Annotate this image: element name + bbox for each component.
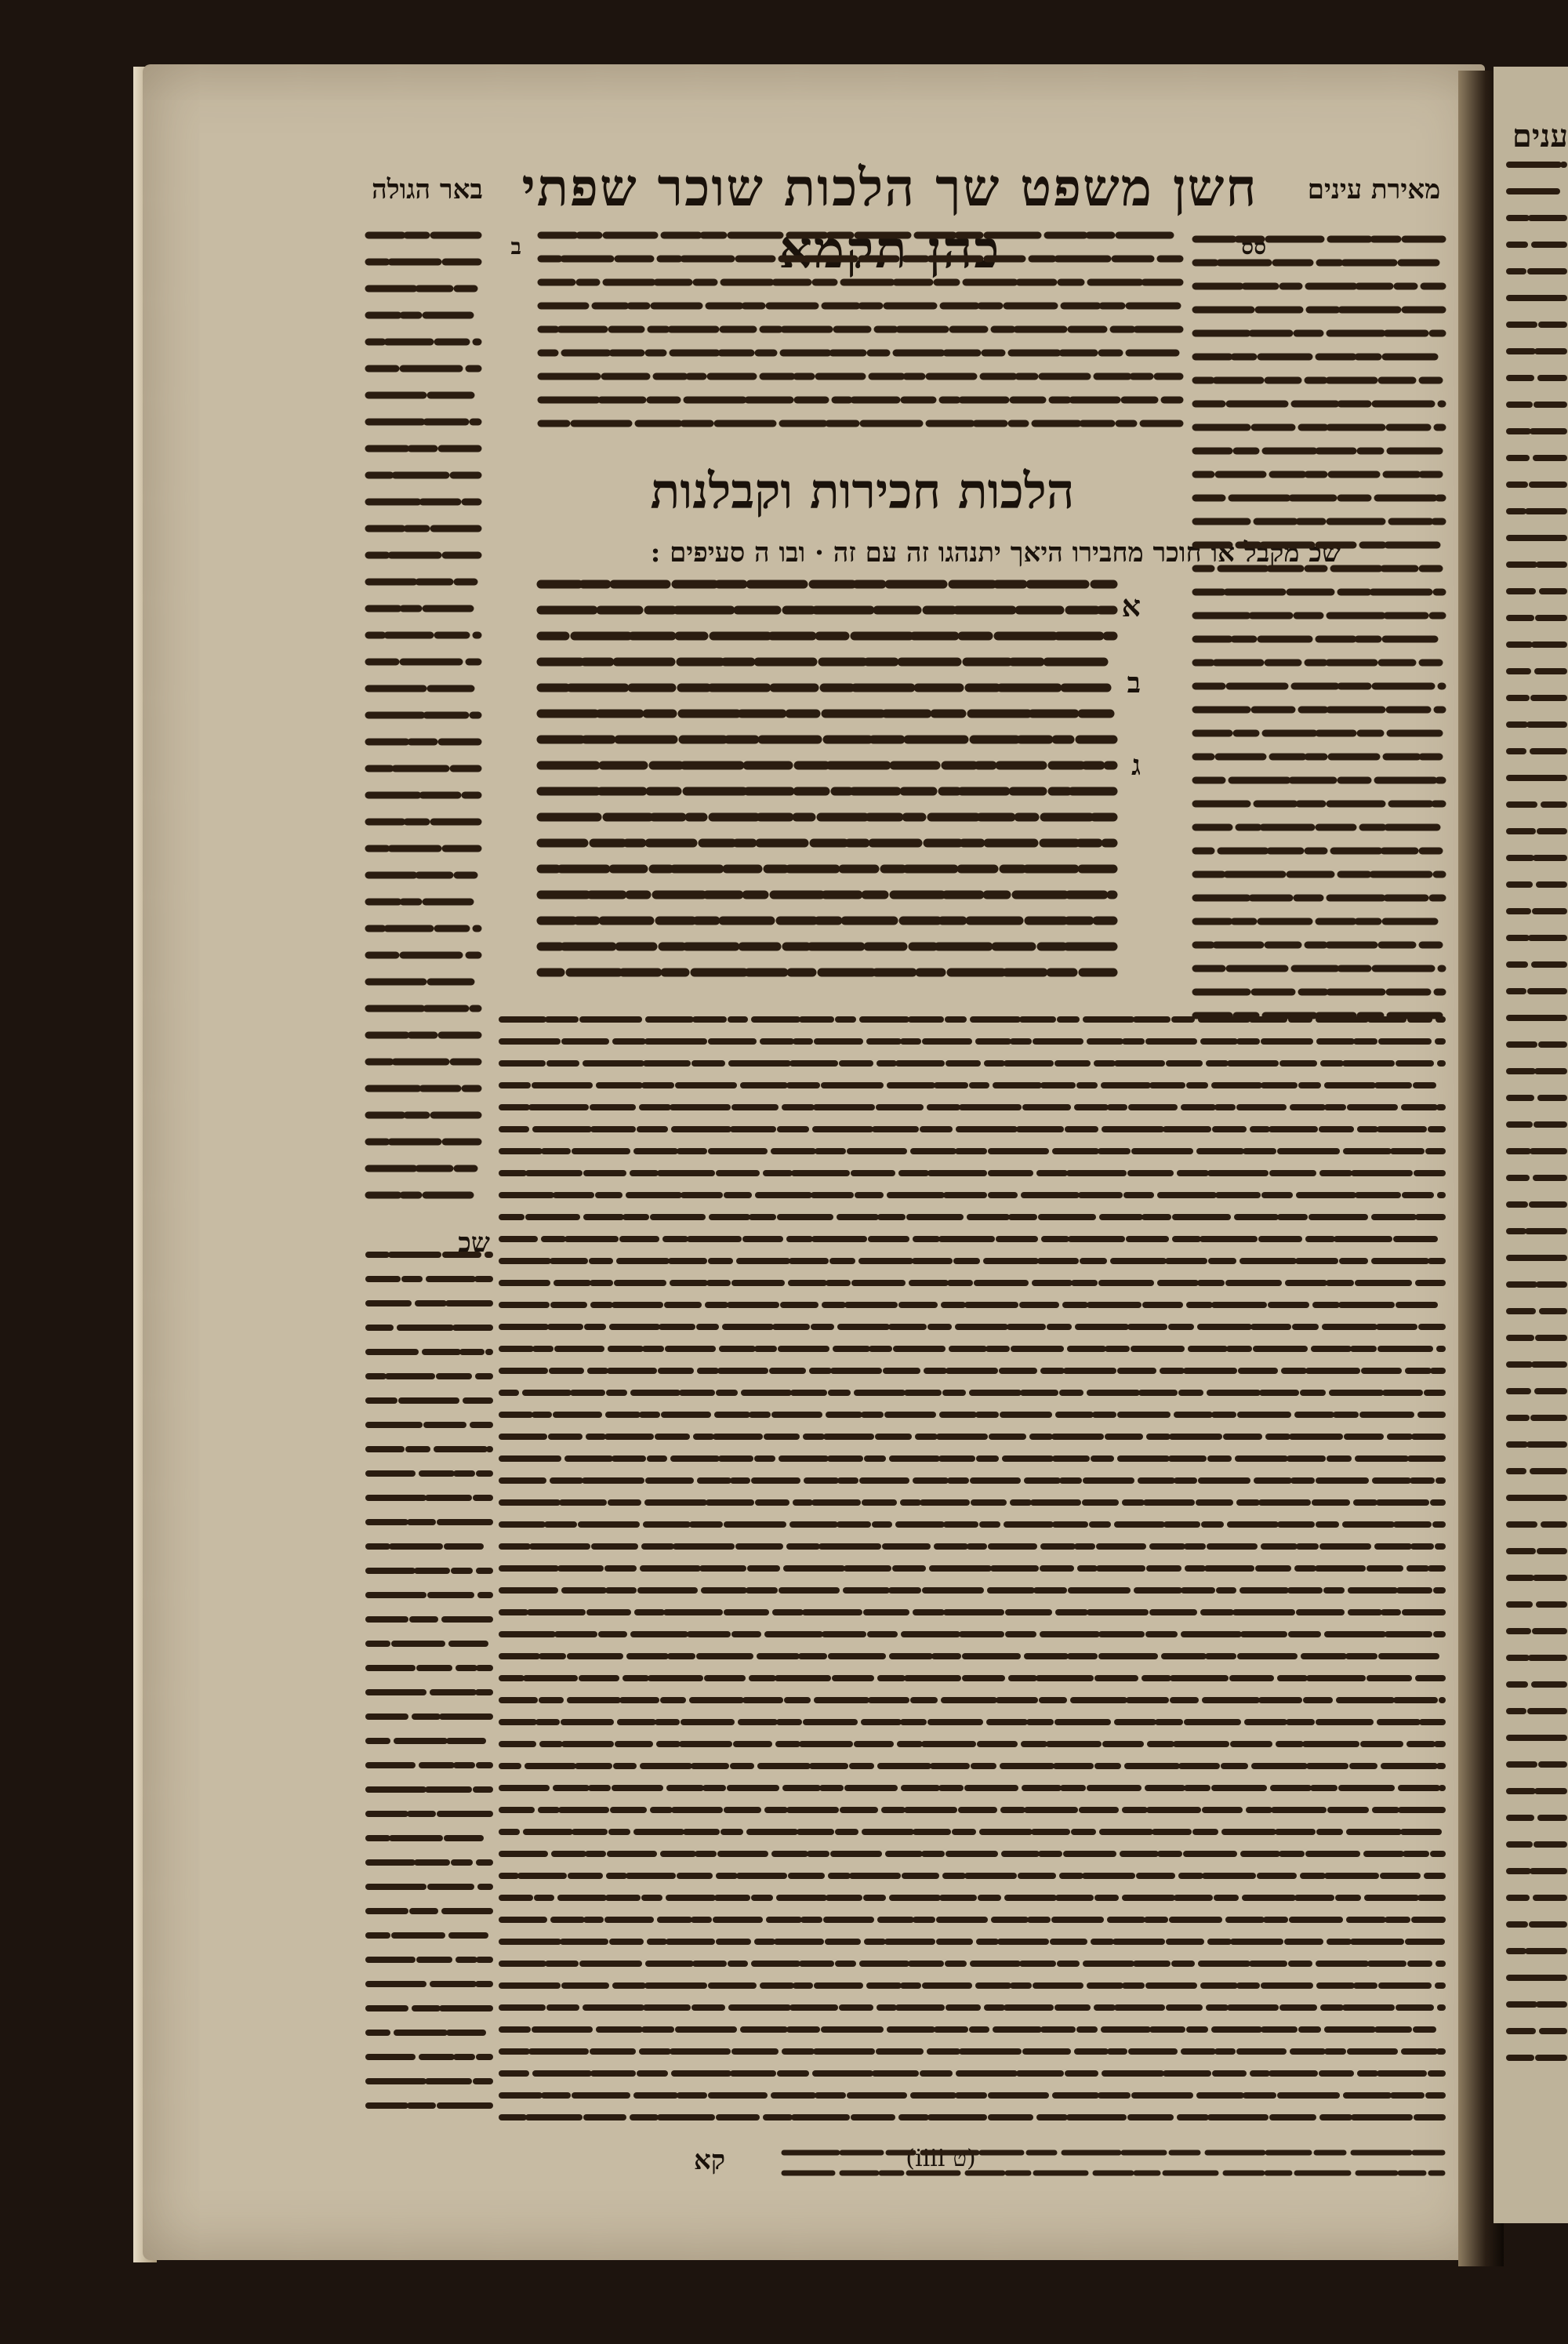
siman-left-margin: שכ <box>458 1227 490 1259</box>
running-header-title: חשן משפט שך הלכות שוכר שפתי כהן תקמא <box>521 157 1258 280</box>
running-header-left-label: מאירת עינים <box>1307 174 1441 205</box>
running-header-right-label: באר הגולה <box>372 174 483 205</box>
seif-gimel-marker: ג <box>1131 749 1141 782</box>
siman-description: מקבל או חוכר מחבירו היאך יתנהגו זה עם זה · ובו ה סעיפים : <box>650 537 1300 569</box>
book-page <box>143 64 1485 2260</box>
facing-page-edge <box>1494 67 1568 2223</box>
seif-bet-marker: ב <box>1127 667 1141 700</box>
section-title: הלכות חכירות וקבלנות <box>650 463 1075 520</box>
seif-alef-marker: א <box>1121 588 1141 623</box>
folio-number: קא <box>693 2145 726 2176</box>
siman-subtitle <box>494 537 1341 569</box>
siman-number: שכ <box>1308 537 1341 569</box>
facing-page-header: ענים <box>1512 118 1568 154</box>
right-column-head: סס <box>1241 234 1266 260</box>
signature-mark: (ט iiii) <box>906 2145 976 2172</box>
left-column-head: ב <box>510 234 521 260</box>
